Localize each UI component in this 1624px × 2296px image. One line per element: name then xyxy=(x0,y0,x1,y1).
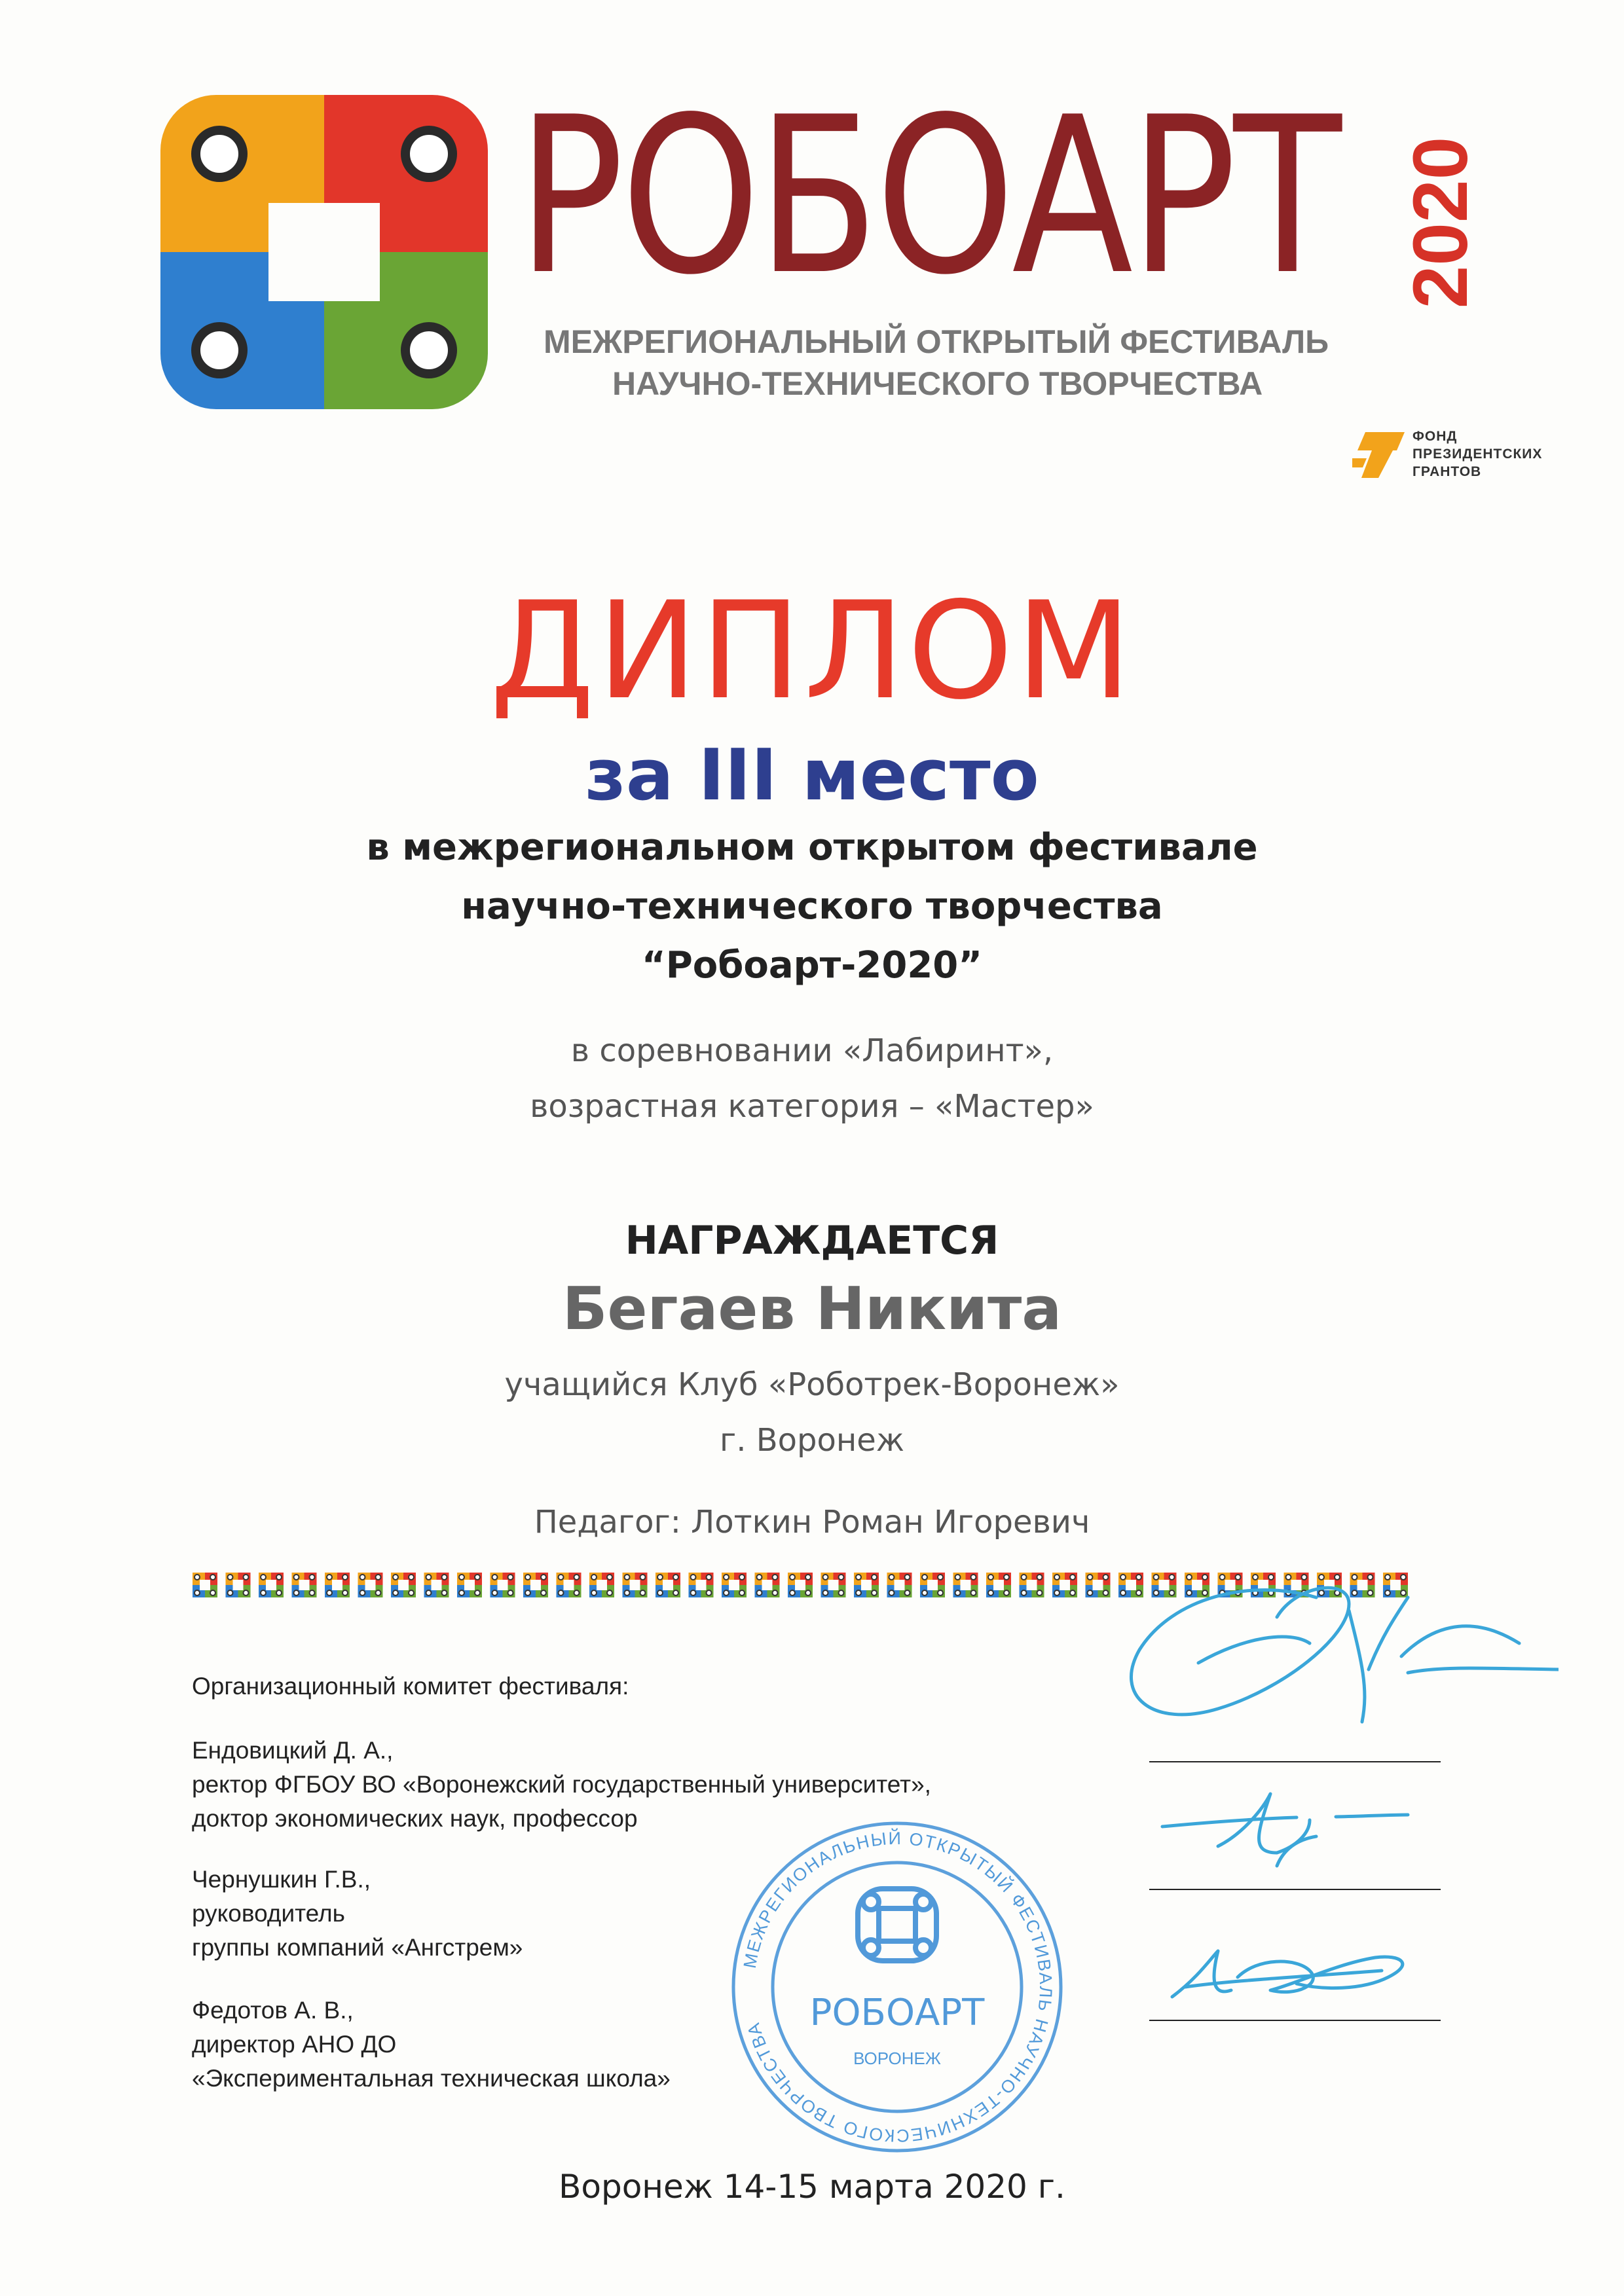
chain-link-icon xyxy=(953,1573,978,1597)
chain-link-icon xyxy=(523,1573,548,1597)
member-position: директор АНО ДО xyxy=(192,2031,397,2058)
svg-text:МЕЖРЕГИОНАЛЬНЫЙ ОТКРЫТЫЙ ФЕСТИ xyxy=(740,1828,1056,2145)
signature-1 xyxy=(1131,1588,1559,1722)
chain-link-icon xyxy=(821,1573,846,1597)
chain-link-icon xyxy=(424,1573,449,1597)
festival-subtitle-line2: НАУЧНО-ТЕХНИЧЕСКОГО ТВОРЧЕСТВА xyxy=(612,365,1263,402)
member-title: группы компаний «Ангстрем» xyxy=(192,1934,523,1961)
competition-line2: возрастная категория – «Мастер» xyxy=(530,1088,1094,1125)
chain-link-icon xyxy=(854,1573,879,1597)
member-position: руководитель xyxy=(192,1900,345,1927)
festival-stamp xyxy=(727,1817,1067,2157)
festival-subtitle-line1: МЕЖРЕГИОНАЛЬНЫЙ ОТКРЫТЫЙ ФЕСТИВАЛЬ xyxy=(544,323,1329,360)
competition-line1: в соревновании «Лабиринт», xyxy=(570,1032,1054,1069)
member-position: ректор ФГБОУ ВО «Воронежский государственный университет», xyxy=(192,1771,931,1798)
chain-link-icon xyxy=(457,1573,482,1597)
place-line: за III место xyxy=(585,735,1039,816)
chain-link-icon xyxy=(193,1573,217,1597)
member-title: «Экспериментальная техническая школа» xyxy=(192,2065,671,2092)
chain-link-icon xyxy=(292,1573,317,1597)
chain-link-icon xyxy=(788,1573,813,1597)
issue-date-line: Воронеж 14-15 марта 2020 г. xyxy=(559,2168,1065,2206)
member-name: Ендовицкий Д. А., xyxy=(192,1737,394,1764)
chain-link-icon xyxy=(920,1573,945,1597)
chain-link-icon xyxy=(986,1573,1011,1597)
chain-link-icon xyxy=(259,1573,284,1597)
fund-line1: ФОНД xyxy=(1412,429,1458,444)
diploma-title: ДИПЛОМ xyxy=(489,574,1135,729)
chain-link-icon xyxy=(589,1573,614,1597)
stamp-logo-icon xyxy=(858,1889,936,1961)
awarded-label: НАГРАЖДАЕТСЯ xyxy=(625,1218,999,1264)
committee-member xyxy=(192,1994,671,2096)
chain-link-icon xyxy=(655,1573,680,1597)
chain-link-icon xyxy=(623,1573,648,1597)
committee-member xyxy=(192,1863,523,1965)
chain-link-icon xyxy=(755,1573,780,1597)
committee-heading: Организационный комитет фестиваля: xyxy=(192,1673,629,1700)
festival-line2: научно-технического творчества xyxy=(461,885,1163,928)
stamp-center-text: РОБОАРТ xyxy=(809,1992,985,2034)
chain-link-icon xyxy=(557,1573,581,1597)
chain-link-icon xyxy=(391,1573,416,1597)
teacher-line: Педагог: Лоткин Роман Игоревич xyxy=(534,1504,1090,1540)
fund-line3: ГРАНТОВ xyxy=(1412,464,1482,479)
chain-link-icon xyxy=(722,1573,747,1597)
stamp-city-text: ВОРОНЕЖ xyxy=(853,2049,941,2068)
handwritten-signatures xyxy=(1100,1558,1559,2056)
chain-link-icon xyxy=(689,1573,714,1597)
chain-link-icon xyxy=(490,1573,515,1597)
signature-3 xyxy=(1172,1951,1403,1997)
roboart-logo-icon xyxy=(154,88,494,416)
member-name: Чернушкин Г.В., xyxy=(192,1866,371,1893)
recipient-org: учащийся Клуб «Роботрек-Воронеж» xyxy=(504,1366,1120,1403)
stamp-ring-text: МЕЖРЕГИОНАЛЬНЫЙ ОТКРЫТЫЙ ФЕСТИВАЛЬ НАУЧНО-ТЕХНИЧЕСКОГО ТВОРЧЕСТВА xyxy=(739,1828,1056,2146)
member-title: доктор экономических наук, профессор xyxy=(192,1805,638,1832)
recipient-name: Бегаев Никита xyxy=(562,1275,1062,1343)
recipient-city: г. Воронеж xyxy=(719,1422,905,1459)
chain-link-icon xyxy=(358,1573,383,1597)
fund-line2: ПРЕЗИДЕНТСКИХ xyxy=(1412,446,1543,462)
brand-title: РОБОАРТ xyxy=(517,71,1338,322)
festival-line3: “Робоарт-2020” xyxy=(641,944,983,987)
member-name: Федотов А. В., xyxy=(192,1997,354,2024)
brand-year-text: 2020 xyxy=(1397,136,1484,309)
brand-year xyxy=(1397,124,1484,321)
chain-link-icon xyxy=(325,1573,350,1597)
fund-flag-icon xyxy=(1352,432,1405,478)
chain-link-icon xyxy=(1052,1573,1077,1597)
chain-link-icon xyxy=(887,1573,912,1597)
festival-line1: в межрегиональном открытом фестивале xyxy=(366,826,1258,869)
chain-link-icon xyxy=(1020,1573,1044,1597)
signature-2 xyxy=(1162,1794,1408,1866)
chain-link-icon xyxy=(226,1573,251,1597)
